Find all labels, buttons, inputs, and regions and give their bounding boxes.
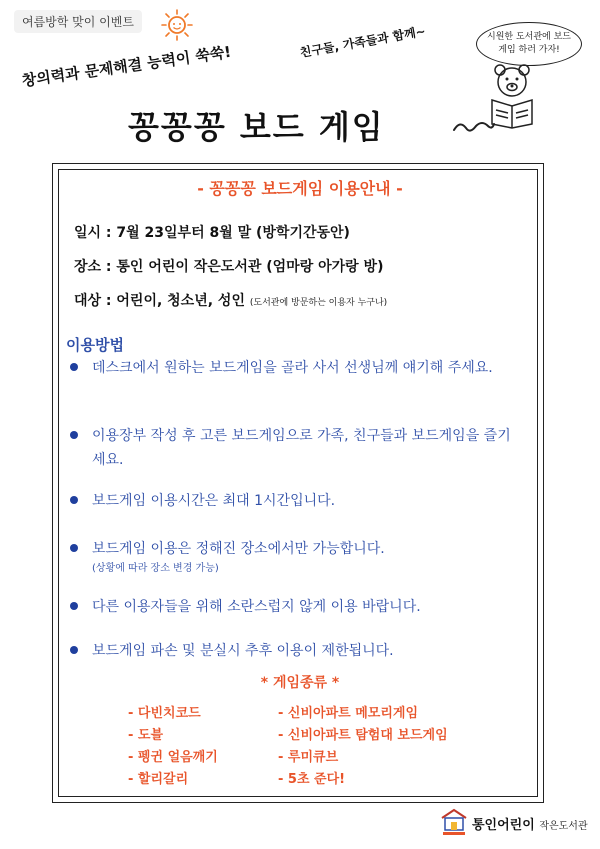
squiggle-icon [452,118,496,136]
sun-icon [160,8,194,42]
rule-note: (상황에 따라 장소 변경 가능) [92,563,219,574]
speech-bubble: 시원한 도서관에 보드게임 하러 가자! [476,22,582,66]
slogan-right: 친구들, 가족들과 함께~ [298,23,427,60]
library-name [472,814,588,833]
info-target-text: 대상 : 어린이, 청소년, 성인 [74,293,245,309]
rule-text: 다른 이용자들을 위해 소란스럽지 않게 이용 바랍니다. [92,599,421,615]
game-item: - 펭귄 얼음깨기 [128,750,218,765]
rule-item [70,424,520,472]
bullet-icon [70,646,78,654]
rule-text: 보드게임 이용시간은 최대 1시간입니다. [92,493,336,509]
slogan-left: 창의력과 문제해결 능력이 쑥쑥! [20,42,233,90]
rule-text: 보드게임 이용은 정해진 장소에서만 가능합니다. [92,541,385,557]
bullet-icon [70,602,78,610]
rule-item [70,356,520,380]
rule-item [70,537,520,577]
info-target-note: (도서관에 방문하는 이용자 누구나) [249,298,388,308]
info-place: 장소 : 통인 어린이 작은도서관 (엄마랑 아가랑 방) [74,259,384,275]
library-name-main: 통인어린이 [472,818,535,833]
library-logo-icon [440,808,468,838]
info-date: 일시 : 7월 23일부터 8월 말 (방학기간동안) [74,225,350,241]
event-tag: 여름방학 맞이 이벤트 [14,10,142,33]
bullet-icon [70,544,78,552]
howto-title: 이용방법 [66,336,124,354]
main-title: 꽁꽁꽁 보드 게임 [128,108,385,146]
game-item: - 신비아파트 메모리게임 [278,706,419,721]
bullet-icon [70,363,78,371]
rule-text: 보드게임 파손 및 분실시 추후 이용이 제한됩니다. [92,643,394,659]
bullet-icon [70,431,78,439]
info-target [74,290,387,310]
game-item: - 할리갈리 [128,772,189,787]
game-item: - 5초 준다! [278,772,346,787]
rule-text: 데스크에서 원하는 보드게임을 골라 사서 선생님께 얘기해 주세요. [92,360,493,376]
games-title: * 게임종류 * [260,675,340,691]
game-item: - 신비아파트 탐험대 보드게임 [278,728,448,743]
guide-title: - 꽁꽁꽁 보드게임 이용안내 - [197,179,403,198]
rule-item [70,639,520,663]
rule-item [70,595,520,619]
rule-text: 이용장부 작성 후 고른 보드게임으로 가족, 친구들과 보드게임을 즐기세요. [92,428,511,468]
game-item: - 도블 [128,728,164,743]
game-item: - 다빈치코드 [128,706,201,721]
rule-item [70,489,520,513]
library-name-suffix: 작은도서관 [539,821,588,832]
bullet-icon [70,496,78,504]
game-item: - 루미큐브 [278,750,339,765]
